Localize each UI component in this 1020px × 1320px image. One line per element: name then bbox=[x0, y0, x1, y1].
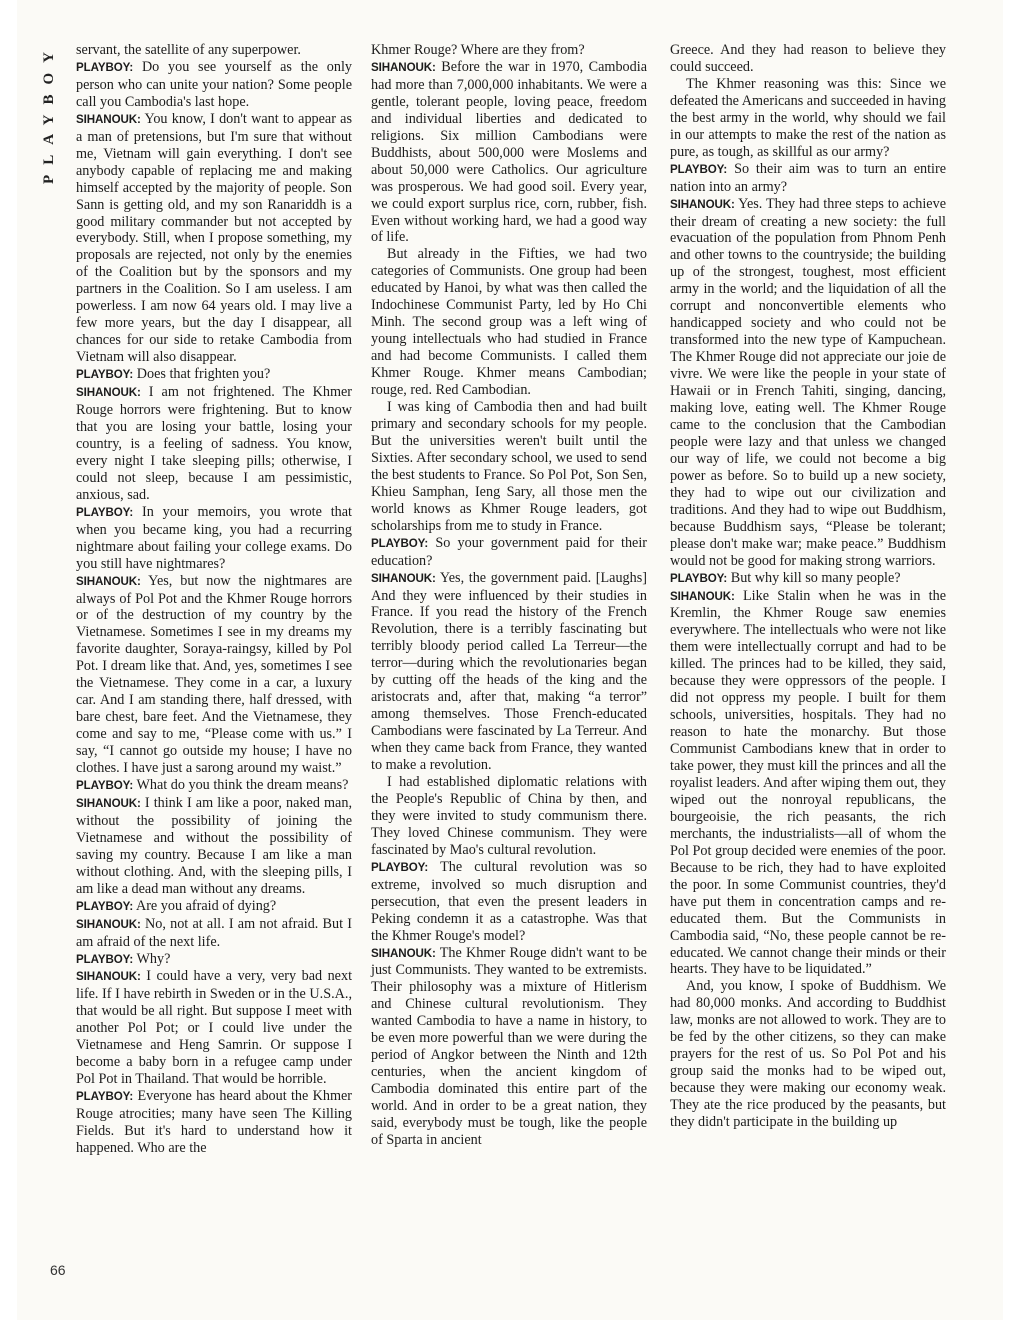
paragraph-text: servant, the satellite of any superpower. bbox=[76, 42, 301, 58]
paragraph bbox=[76, 42, 352, 59]
speaker-label: SIHANOUK: bbox=[670, 589, 735, 603]
paragraph bbox=[371, 535, 647, 570]
paragraph-text: I am not frightened. The Khmer Rouge horrors were frightening. But to know that you are losing your battle, losing your country, is a feeling of sadness. You know, every night I take sleeping pills; otherwise, I could not sleep, because I am pessimistic, anxious, sad. bbox=[76, 384, 353, 503]
paragraph bbox=[670, 76, 946, 161]
paragraph bbox=[371, 945, 647, 1149]
paragraph bbox=[371, 42, 647, 59]
paragraph bbox=[76, 504, 352, 573]
paragraph-text: The Khmer Rouge didn't want to be just Communists. They wanted to be extremists. Their philosophy was a mixture of Hitlerism and Chinese cultural revolutionism. They wanted Cambodia to have a name in history, to be even more powerful than we were during the period of Angkor between the Ninth and 12th centuries, when the ancient kingdom of Cambodia dominated this entire part of the world. And in order to be a great nation, they said, everybody must be tough, like the people of Sparta in ancient bbox=[371, 944, 647, 1148]
paragraph-text: No, not at all. I am not afraid. But I am afraid of the next life. bbox=[76, 915, 352, 950]
text-column-3 bbox=[670, 42, 946, 1131]
text-column-2 bbox=[371, 42, 647, 1149]
paragraph bbox=[76, 573, 352, 777]
masthead-title: PLAYBOY bbox=[41, 42, 57, 184]
paragraph-text: Khmer Rouge? Where are they from? bbox=[371, 42, 585, 58]
paragraph-text: But why kill so many people? bbox=[730, 569, 901, 586]
speaker-label: SIHANOUK: bbox=[76, 386, 141, 400]
paragraph bbox=[76, 795, 352, 898]
paragraph bbox=[371, 859, 647, 945]
speaker-label: PLAYBOY: bbox=[76, 60, 134, 74]
paragraph bbox=[76, 366, 352, 384]
paragraph bbox=[670, 588, 946, 979]
paragraph-text: You know, I don't want to appear as a man of pretensions, but I'm sure that without me, Vietnam will gain everything. I don't see anybody capable of replacing me and making himself accepted by the majority of people. Son Sann is getting old, and my son Ranariddh is a good military commander but not accepted by everybody. Still, when I propose something, my proposals are rejected, not only by the enemies of the Coalition but by the sponsors and my partners in the Coalition. So I am useless. I am powerless. I am now 64 years old. I may live a few more years, but the day I disappear, all chances for our side to retake Cambodia from Vietnam will also disappear. bbox=[76, 110, 352, 366]
page-number: 66 bbox=[50, 1262, 66, 1278]
speaker-label: SIHANOUK: bbox=[76, 970, 141, 984]
paragraph-text: So their aim was to turn an entire nation into an army? bbox=[670, 160, 947, 195]
paragraph-text: Does that frighten you? bbox=[136, 366, 271, 383]
paragraph-text: Yes, the government paid. [Laughs] And they were influenced by their studies in France. If you read the history of the French Revolution, there is a terribly fascinating but terribly bloody period called La Terreur—the terror—during which the revolutionaries began by cutting off the heads of the king and the aristocrats and, after that, making “a terror” among themselves. Those French-educated Cambodians were fascinated by La Terreur. And when they came back from France, they wanted to make a revolution. bbox=[371, 569, 647, 774]
paragraph bbox=[76, 777, 352, 795]
paragraph bbox=[371, 246, 647, 399]
paragraph-text: And, you know, I spoke of Buddhism. We had 80,000 monks. And according to Buddhist law, monks are not allowed to work. They are to be fed by the other citizens, so they can make prayers for the rest of us. So Pol Pot and his group said the monks had to be wiped out, because they were making our economy weak. They ate the rice produced by the peasants, but they didn't participate in the building up bbox=[670, 978, 946, 1131]
speaker-label: SIHANOUK: bbox=[371, 946, 436, 960]
speaker-label: PLAYBOY: bbox=[76, 368, 134, 382]
speaker-label: PLAYBOY: bbox=[76, 952, 134, 966]
paragraph-text: I could have a very, very bad next life. If I have rebirth in Sweden or in the U.S.A., that would be all right. But suppose I meet with another Pol Pot; or I could live under the Vietnamese and Heng Samrin. Or suppose I become a baby born in a refugee camp under Pol Pot in Thailand. That would be horrible. bbox=[76, 968, 353, 1088]
paragraph bbox=[76, 951, 352, 969]
paragraph-text: The cultural revolution was so extreme, involved so much disruption and persecution, that even the present leaders in Peking condemn it as a catastrophe. Was that the Khmer Rouge's model? bbox=[371, 858, 647, 944]
speaker-label: PLAYBOY: bbox=[76, 899, 134, 913]
paragraph-text: What do you think the dream means? bbox=[136, 776, 349, 793]
paragraph-text: I had established diplomatic relations with the People's Republic of China by then, and they were invited to study communism there. They loved Chinese communism. They were fascinated by Mao's cultural revolution. bbox=[371, 773, 647, 858]
speaker-label: SIHANOUK: bbox=[76, 917, 141, 931]
paragraph bbox=[76, 898, 352, 916]
speaker-label: SIHANOUK: bbox=[76, 574, 141, 588]
paragraph-text: Do you see yourself as the only person who can unite your nation? Some people call you Cambodia's last hope. bbox=[76, 58, 352, 110]
paragraph-text: Before the war in 1970, Cambodia had more than 7,000,000 inhabitants. We were a gentle, tolerant people, loving peace, freedom and individual liberties and dedicated to religions. Six million Cambodians were Buddhists, about 500,000 were Moslems and about 50,000 were Catholics. Our agriculture was prosperous. We had good soil. Every year, we could export surplus rice, corn, rubber, fish. Even without working hard, we had a good way of life. bbox=[371, 58, 647, 246]
paragraph bbox=[371, 774, 647, 859]
paragraph-text: In your memoirs, you wrote that when you became king, you had a recurring nightmare about failing your college exams. Do you still have nightmares? bbox=[76, 503, 352, 572]
paragraph-text: The Khmer reasoning was this: Since we defeated the Americans and succeeded in having the best army in the world, why should we fail in our attempts to make the rest of the nation as pure, as tough, as skillful as our army? bbox=[670, 75, 946, 160]
speaker-label: PLAYBOY: bbox=[76, 1090, 134, 1104]
paragraph bbox=[76, 384, 352, 504]
speaker-label: SIHANOUK: bbox=[76, 112, 141, 126]
paragraph-text: Everyone has heard about the Khmer Rouge atrocities; many have seen The Killing Fields. But it's hard to understand how it happened. Who are the bbox=[76, 1088, 352, 1156]
speaker-label: PLAYBOY: bbox=[371, 860, 429, 874]
paragraph-text: Why? bbox=[136, 950, 171, 967]
paragraph bbox=[670, 570, 946, 588]
paragraph bbox=[76, 968, 352, 1088]
speaker-label: SIHANOUK: bbox=[670, 197, 735, 211]
paragraph bbox=[371, 570, 647, 774]
paragraph bbox=[76, 1088, 352, 1157]
speaker-label: SIHANOUK: bbox=[371, 60, 436, 74]
speaker-label: SIHANOUK: bbox=[76, 796, 141, 810]
speaker-label: PLAYBOY: bbox=[670, 162, 728, 176]
speaker-label: PLAYBOY: bbox=[371, 536, 429, 550]
paragraph bbox=[670, 161, 946, 196]
paragraph-text: I think I am like a poor, naked man, without the possibility of joining the Vietnamese and without the possibility of saving my country. Because I am like a man without clothing. And, with the sleeping pills, I am like a dead man without any dreams. bbox=[76, 794, 352, 897]
paragraph bbox=[670, 196, 946, 570]
paragraph bbox=[76, 916, 352, 951]
paragraph bbox=[371, 59, 647, 246]
paragraph bbox=[371, 399, 647, 535]
speaker-label: PLAYBOY: bbox=[670, 571, 728, 585]
paragraph-text: Are you afraid of dying? bbox=[135, 897, 277, 914]
paragraph bbox=[670, 978, 946, 1131]
paragraph-text: Like Stalin when he was in the Kremlin, the Khmer Rouge saw enemies everywhere. The intellectuals who were not like them were intellectually corrupt and had to be killed. The princes had to be killed, they said, because they were oppressors of the people. I did not oppress my people. I built for them schools, universities, hospitals. They had no reason to hate the monarchy. But those Communist Cambodians knew that in order to take power, they must kill the princes and all the royalist leaders. And after wiping them out, they wiped out the nonroyal republicans, the bourgeoisie, the rich peasants, the rich merchants, the industrialists—all of whom the Pol Pot group decided were enemies of the poor. Because to be rich, they had to have exploited the poor. In some Communist countries, they'd have put them in concentration camps and re-educated them. But the Communists in Cambodia said, “No, these people cannot be re-educated. We cannot change their minds or their hearts. They have to be liquidated.” bbox=[670, 587, 946, 978]
text-column-1 bbox=[76, 42, 352, 1157]
paragraph-text: But already in the Fifties, we had two categories of Communists. One group had been educated by Hanoi, by what was then called the Indochinese Communist Party, led by Ho Chi Minh. The second group was a left wing of young intellectuals who had studied in France and had become Communists. I called them Khmer Rouge. Khmer means Cambodian; rouge, red. Red Cambodian. bbox=[371, 246, 647, 399]
speaker-label: PLAYBOY: bbox=[76, 778, 134, 792]
paragraph-text: So your government paid for their education? bbox=[371, 534, 647, 569]
paragraph-text: Greece. And they had reason to believe they could succeed. bbox=[670, 42, 946, 75]
speaker-label: SIHANOUK: bbox=[371, 571, 436, 585]
paragraph-text: Yes, but now the nightmares are always of Pol Pot and the Khmer Rouge horrors or of the destruction of my country by the Vietnamese. Sometimes I see in my dreams my favorite daughter, Soraya-raingsy, killed by Pol Pot. I dream like that. And, yes, sometimes I see the Vietnamese. They come in a car, a luxury car. And I am standing there, half dressed, with bare chest, bare feet. And the Vietnamese, they come and say to me, “Please come with us.” I say, “I cannot go outside my house; I have no clothes. I have just a sarong around my waist.” bbox=[76, 572, 352, 777]
paragraph-text: I was king of Cambodia then and had built primary and secondary schools for my people. But the universities weren't built until the Sixties. After secondary school, we used to send the best students to France. So Pol Pot, Son Sen, Khieu Samphan, Ieng Sary, all those men the world knows as Khmer Rouge leaders, got scholarships from me to study in France. bbox=[371, 399, 647, 534]
paragraph-text: Yes. They had three steps to achieve their dream of creating a new society: the full evacuation of the population from Phnom Penh and other towns to the countryside; the building up of the strongest, toughest, most efficient army in the world; and the liquidation of all the corrupt and nonconvertible elements who handicapped society and who could not be transformed into the new type of Kampuchean. The Khmer Rouge did not appreciate our joie de vivre. We were like the people in your state of Hawaii or in French Tahiti, singing, dancing, making love, eating well. The Khmer Rouge came to the conclusion that the Cambodian people were lazy and that unless we changed our way of life, we could not become a big power as before. So to build up a new society, they had to wipe out our civilization and traditions. And they had to wipe out Buddhism, because Buddhism says, “Please be tolerant; please don't make war; make peace.” Buddhism would not be good for making strong warriors. bbox=[670, 195, 946, 569]
speaker-label: PLAYBOY: bbox=[76, 505, 134, 519]
paragraph bbox=[76, 59, 352, 111]
paragraph bbox=[670, 42, 946, 76]
paragraph bbox=[76, 111, 352, 366]
